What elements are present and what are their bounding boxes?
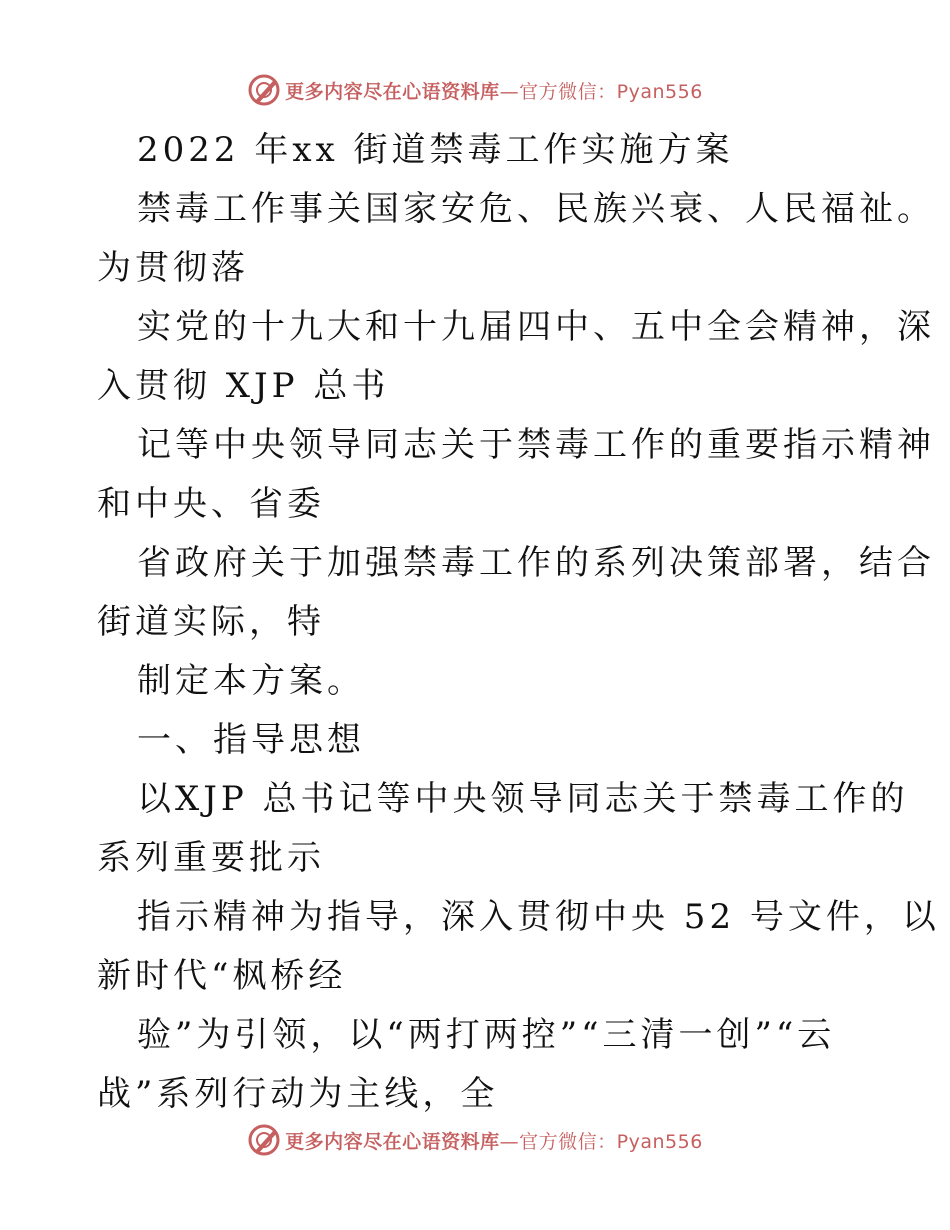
pen-logo-icon [247, 73, 281, 107]
banner-wechat-text: —官方微信：Pyan556 [499, 1130, 703, 1153]
banner-title [285, 77, 703, 104]
paragraph-line: 验”为引领，以“两打两控”“三清一创”“云 [137, 1015, 836, 1055]
paragraph-line: 以XJP 总书记等中央领导同志关于禁毒工作的 [137, 779, 909, 819]
paragraph-line: 实党的十九大和十九届四中、五中全会精神，深 [137, 307, 935, 347]
banner-main-text: 更多内容尽在心语资料库 [285, 1130, 500, 1153]
paragraph-line: 制定本方案。 [137, 661, 365, 701]
banner-main-text: 更多内容尽在心语资料库 [285, 80, 500, 103]
document-title: 2022 年xx 街道禁毒工作实施方案 [137, 130, 734, 170]
section-heading: 一、指导思想 [137, 720, 365, 760]
document-body [97, 121, 940, 1124]
paragraph-line: 禁毒工作事关国家安危、民族兴衰、人民福祉。 [137, 189, 935, 229]
header-banner [0, 70, 950, 110]
footer-banner [0, 1120, 950, 1160]
paragraph-line: 为贯彻落 [97, 248, 249, 288]
paragraph-line: 省政府关于加强禁毒工作的系列决策部署，结合 [137, 543, 935, 583]
banner-wechat-text: —官方微信：Pyan556 [499, 80, 703, 103]
banner-title [285, 1127, 703, 1154]
paragraph-line: 战”系列行动为主线，全 [97, 1074, 499, 1114]
pen-logo-icon [247, 1123, 281, 1157]
paragraph-line: 街道实际，特 [97, 602, 325, 642]
paragraph-line: 系列重要批示 [97, 838, 325, 878]
paragraph-line: 和中央、省委 [97, 484, 325, 524]
paragraph-line: 新时代“枫桥经 [97, 956, 347, 996]
paragraph-line: 入贯彻 XJP 总书 [97, 366, 390, 406]
paragraph-line: 指示精神为指导，深入贯彻中央 52 号文件，以 [137, 897, 940, 937]
paragraph-line: 记等中央领导同志关于禁毒工作的重要指示精神 [137, 425, 935, 465]
